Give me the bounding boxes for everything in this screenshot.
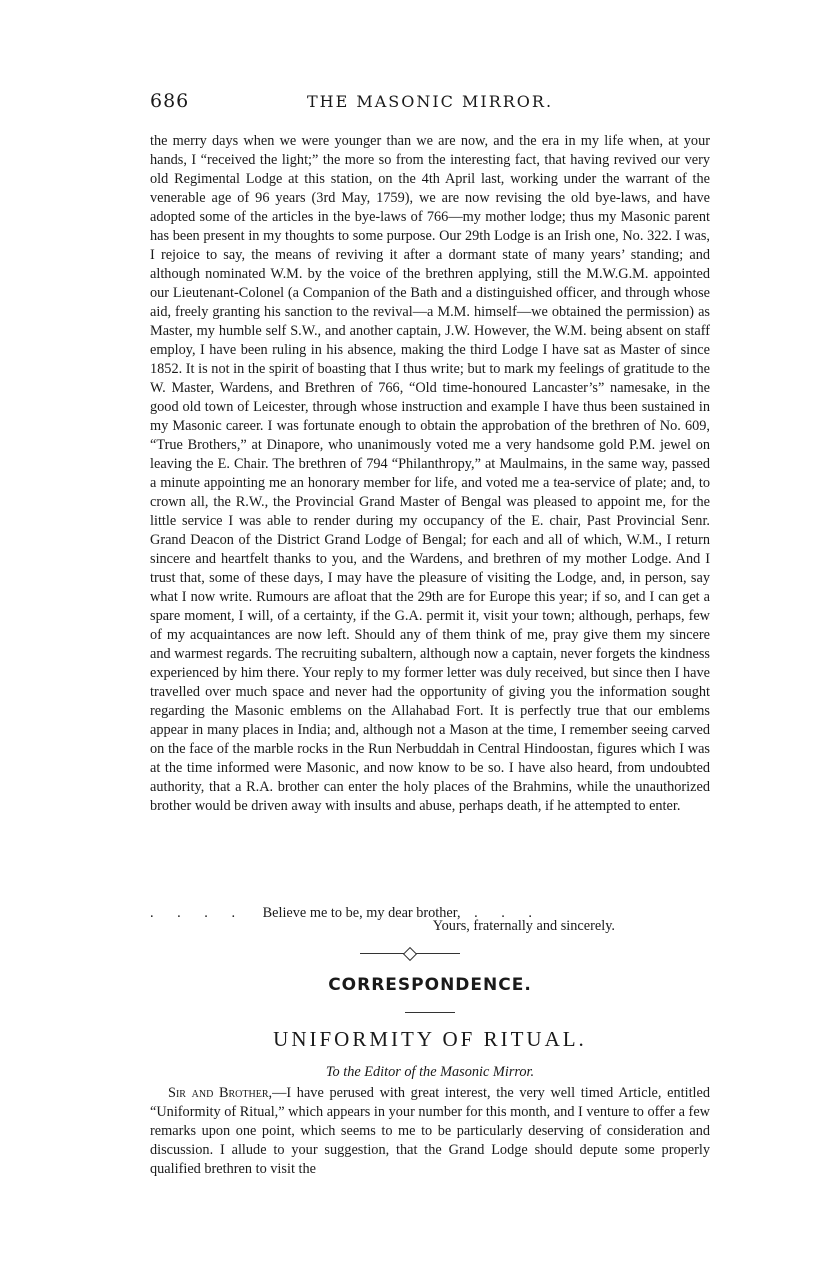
- article-title: UNIFORMITY OF RITUAL.: [273, 1027, 587, 1051]
- divider-line-right: [416, 953, 460, 954]
- letter-salutation: Sir and Brother,: [168, 1085, 273, 1101]
- section-rule: [405, 1012, 455, 1013]
- letter-addressee: To the Editor of the Masonic Mirror.: [325, 1064, 535, 1080]
- body-text: [150, 132, 710, 816]
- letter-body: [150, 1084, 710, 1179]
- letter-text: —I have perused with great interest, the very well timed Article, entitled “Uniformity of Ritual,” which appears in your number for this month, and I venture to offer a few remarks upon one point, which seems to me to be particularly deserving of consideration and discussion. I allude to your suggestion, that the Grand Lodge should depute some properly qualified brethren to visit the: [150, 1085, 711, 1177]
- closing-dots-after: . . .: [474, 905, 542, 921]
- page-header: [150, 90, 710, 114]
- signoff: Yours, fraternally and sincerely.: [432, 918, 615, 934]
- closing-dots-before: . . . .: [150, 905, 246, 921]
- body-paragraph: the merry days when we were younger than we are now, and the era in my life when, at your hands, I “received the light;” the more so from the interesting fact, that having revived our very old Regimental Lodge at this station, on the 4th April last, working under the warrant of the venerable age of 96 years (3rd May, 1759), we are now revising the old bye-laws, and have adopted some of the articles in the bye-laws of 766—my mother lodge; thus my Masonic parent has been present in my thoughts to some purpose. Our 29th Lodge is an Irish one, No. 322. I was, I rejoice to say, the means of reviving it after a dormant state of many years’ standing; and although nominated W.M. by the voice of the brethren applying, still the M.W.G.M. appointed our Lieutenant-Colonel (a Companion of the Bath and a distinguished officer, and through whose aid, freely granting his sanction to the revival—a M.M. himself—we obtained the permission) as Master, my humble self S.W., and another captain, J.W. However, the W.M. being absent on staff employ, I have been ruling in his absence, making the third Lodge I have sat as Master of since 1852. It is not in the spirit of boasting that I thus write; but to mark my feelings of gratitude to the W. Master, Wardens, and Brethren of 766, “Old time-honoured Lancaster’s” namesake, in the good old town of Leicester, through whose instruction and example I have thus been sustained in my Masonic career. I was fortunate enough to obtain the approbation of the brethren of No. 609, “True Brothers,” at Dinapore, who unanimously voted me a very handsome gold P.M. jewel on leaving the E. Chair. The brethren of 794 “Philanthropy,” at Maulmains, in the same way, passed a minute appointing me an honorary member for life, and voted me a tea-service of plate; and, to crown all, the R.W., the Provincial Grand Master of Bengal was pleased to appoint me, for the little service I was able to render during my occupancy of the E. chair, Past Provincial Senr. Grand Deacon of the District Grand Lodge of Bengal; for each and all of which, W.M., I return sincere and heartfelt thanks to you, and the Wardens, and brethren of my mother Lodge. And I trust that, some of these days, I may have the pleasure of visiting the Lodge, and, in person, say what I now write. Rumours are afloat that the 29th are for Europe this year; if so, and I can get a spare moment, I will, of a certainty, if the G.A. permit it, visit your town; although, perhaps, few of my acquaintances are now left. Should any of them think of me, pray give them my sincere and warmest regards. The recruiting subaltern, although now a captain, never forgets the kindness experienced by him there. Your reply to my former letter was duly received, but since then I have travelled over much space and never had the opportunity of giving you the information sought regarding the Masonic emblems on the Allahabad Fort. It is perfectly true that our emblems appear in many places in India; and, although not a Mason at the time, I remember seeing carved on the face of the marble rocks in the Run Nerbuddah in Central Hindoostan, figures which I was at the time informed were Masonic, and now know to be so. I have also heard, from undoubted authority, that a R.A. brother can enter the holy places of the Brahmins, while the unauthorized brother would be driven away with insults and abuse, perhaps death, if he attempted to enter.: [150, 133, 710, 814]
- divider-line-left: [360, 953, 404, 954]
- section-divider-ornament: [360, 947, 460, 961]
- closing-believe: Believe me to be, my dear brother,: [262, 905, 461, 921]
- divider-diamond: [403, 947, 417, 961]
- page-number: 686: [150, 90, 190, 112]
- section-title: CORRESPONDENCE.: [328, 975, 532, 995]
- running-title: THE MASONIC MIRROR.: [306, 92, 554, 111]
